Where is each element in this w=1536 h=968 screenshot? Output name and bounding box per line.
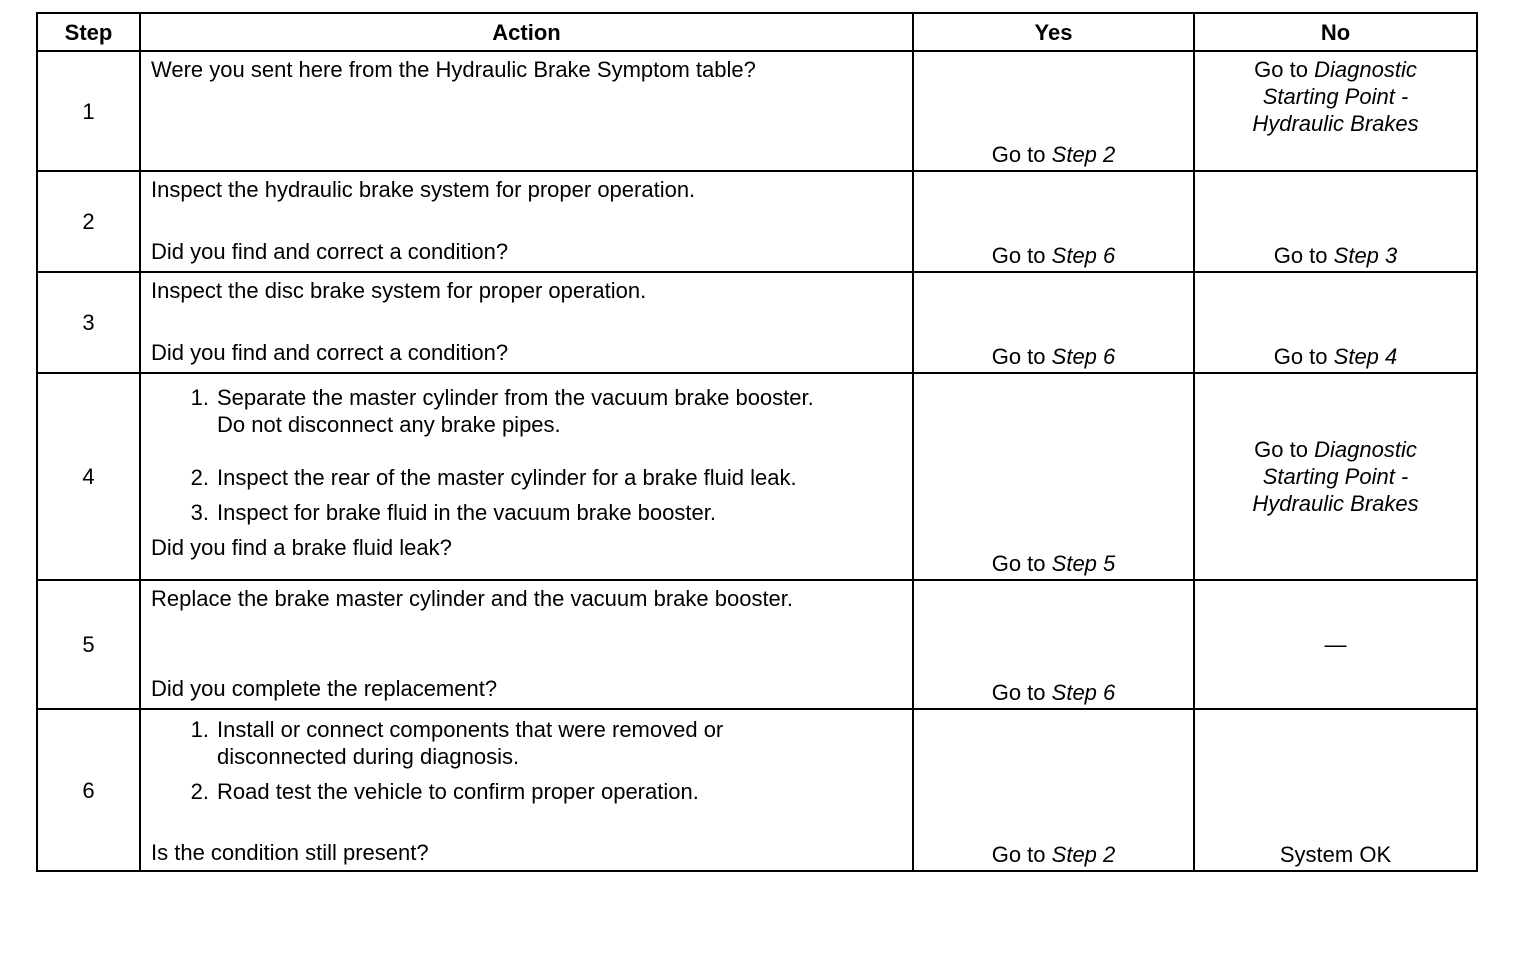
step-number: 4 — [37, 373, 140, 580]
yes-cell — [913, 709, 1194, 871]
go-to-label: Go to — [991, 842, 1046, 867]
action-question: Did you find and correct a condition? — [151, 239, 509, 264]
list-item-text: Road test the vehicle to confirm proper operation. — [217, 779, 699, 804]
table-row-step-5 — [37, 580, 1477, 709]
list-item-number: 1. — [190, 385, 209, 410]
go-to-label: Go to — [1254, 437, 1308, 462]
yes-cell — [913, 373, 1194, 580]
no-ref-line-2: Starting Point - — [1262, 84, 1409, 109]
action-cell — [140, 709, 913, 871]
action-cell — [140, 51, 913, 171]
yes-cell — [913, 272, 1194, 373]
action-step-list — [151, 384, 902, 526]
no-action-dash: — — [1324, 632, 1347, 657]
go-to-label: Go to — [991, 142, 1046, 167]
list-item — [151, 716, 902, 770]
action-cell — [140, 171, 913, 272]
no-result-text: System OK — [1279, 842, 1392, 867]
no-ref-line-3: Hydraulic Brakes — [1252, 491, 1419, 516]
yes-cell — [913, 580, 1194, 709]
no-cell — [1194, 171, 1477, 272]
diagnostic-table — [36, 12, 1478, 872]
table-row-step-2 — [37, 171, 1477, 272]
yes-step-ref: Step 6 — [1051, 344, 1116, 369]
action-text: Were you sent here from the Hydraulic Brake Symptom table? — [151, 57, 756, 82]
list-item-text-continued: Do not disconnect any brake pipes. — [217, 412, 561, 437]
list-item-number: 2. — [190, 779, 209, 804]
list-item-text: Inspect the rear of the master cylinder for a brake fluid leak. — [217, 465, 797, 490]
go-to-label: Go to — [1273, 243, 1328, 268]
go-to-label: Go to — [991, 680, 1046, 705]
no-ref-line-2: Starting Point - — [1262, 464, 1409, 489]
action-text: Replace the brake master cylinder and the vacuum brake booster. — [151, 586, 794, 611]
table-row-step-1 — [37, 51, 1477, 171]
go-to-label: Go to — [1273, 344, 1328, 369]
yes-cell — [913, 51, 1194, 171]
list-item-text: Install or connect components that were removed or — [217, 717, 724, 742]
go-to-label: Go to — [991, 243, 1046, 268]
table-row-step-6 — [37, 709, 1477, 871]
no-ref-line-1: Diagnostic — [1314, 437, 1417, 462]
header-action: Action — [140, 13, 913, 51]
yes-cell — [913, 171, 1194, 272]
no-ref-line-3: Hydraulic Brakes — [1252, 111, 1419, 136]
list-item-text: Separate the master cylinder from the vacuum brake booster. — [217, 385, 814, 410]
yes-step-ref: Step 6 — [1051, 243, 1116, 268]
step-number: 6 — [37, 709, 140, 871]
go-to-label: Go to — [991, 551, 1046, 576]
step-number: 3 — [37, 272, 140, 373]
action-question: Is the condition still present? — [151, 840, 429, 865]
list-item — [151, 778, 902, 805]
table-row-step-3 — [37, 272, 1477, 373]
action-text: Inspect the disc brake system for proper operation. — [151, 278, 647, 303]
no-cell — [1194, 709, 1477, 871]
step-number: 5 — [37, 580, 140, 709]
no-cell — [1194, 580, 1477, 709]
table-row-step-4 — [37, 373, 1477, 580]
list-item-number: 3. — [190, 500, 209, 525]
no-step-ref: Step 3 — [1333, 243, 1398, 268]
action-cell — [140, 373, 913, 580]
action-cell — [140, 580, 913, 709]
list-item-number: 1. — [190, 717, 209, 742]
action-question: Did you find and correct a condition? — [151, 340, 509, 365]
list-item — [151, 464, 902, 491]
go-to-label: Go to — [991, 344, 1046, 369]
list-item-number: 2. — [190, 465, 209, 490]
header-step: Step — [37, 13, 140, 51]
action-cell — [140, 272, 913, 373]
header-yes: Yes — [913, 13, 1194, 51]
action-step-list — [151, 716, 902, 805]
header-no: No — [1194, 13, 1477, 51]
step-number: 2 — [37, 171, 140, 272]
no-cell — [1194, 272, 1477, 373]
no-step-ref: Step 4 — [1333, 344, 1398, 369]
list-item — [151, 499, 902, 526]
no-cell — [1194, 373, 1477, 580]
list-item-text: Inspect for brake fluid in the vacuum brake booster. — [217, 500, 716, 525]
yes-step-ref: Step 5 — [1051, 551, 1116, 576]
action-question: Did you find a brake fluid leak? — [151, 535, 452, 560]
yes-step-ref: Step 2 — [1051, 142, 1116, 167]
step-number: 1 — [37, 51, 140, 171]
action-text: Inspect the hydraulic brake system for proper operation. — [151, 177, 696, 202]
list-item-text-continued: disconnected during diagnosis. — [217, 744, 520, 769]
yes-step-ref: Step 2 — [1051, 842, 1116, 867]
action-question: Did you complete the replacement? — [151, 676, 498, 701]
no-ref-line-1: Diagnostic — [1314, 57, 1417, 82]
list-item — [151, 384, 902, 438]
yes-step-ref: Step 6 — [1051, 680, 1116, 705]
header-row — [37, 13, 1477, 51]
no-cell — [1194, 51, 1477, 171]
go-to-label: Go to — [1254, 57, 1308, 82]
